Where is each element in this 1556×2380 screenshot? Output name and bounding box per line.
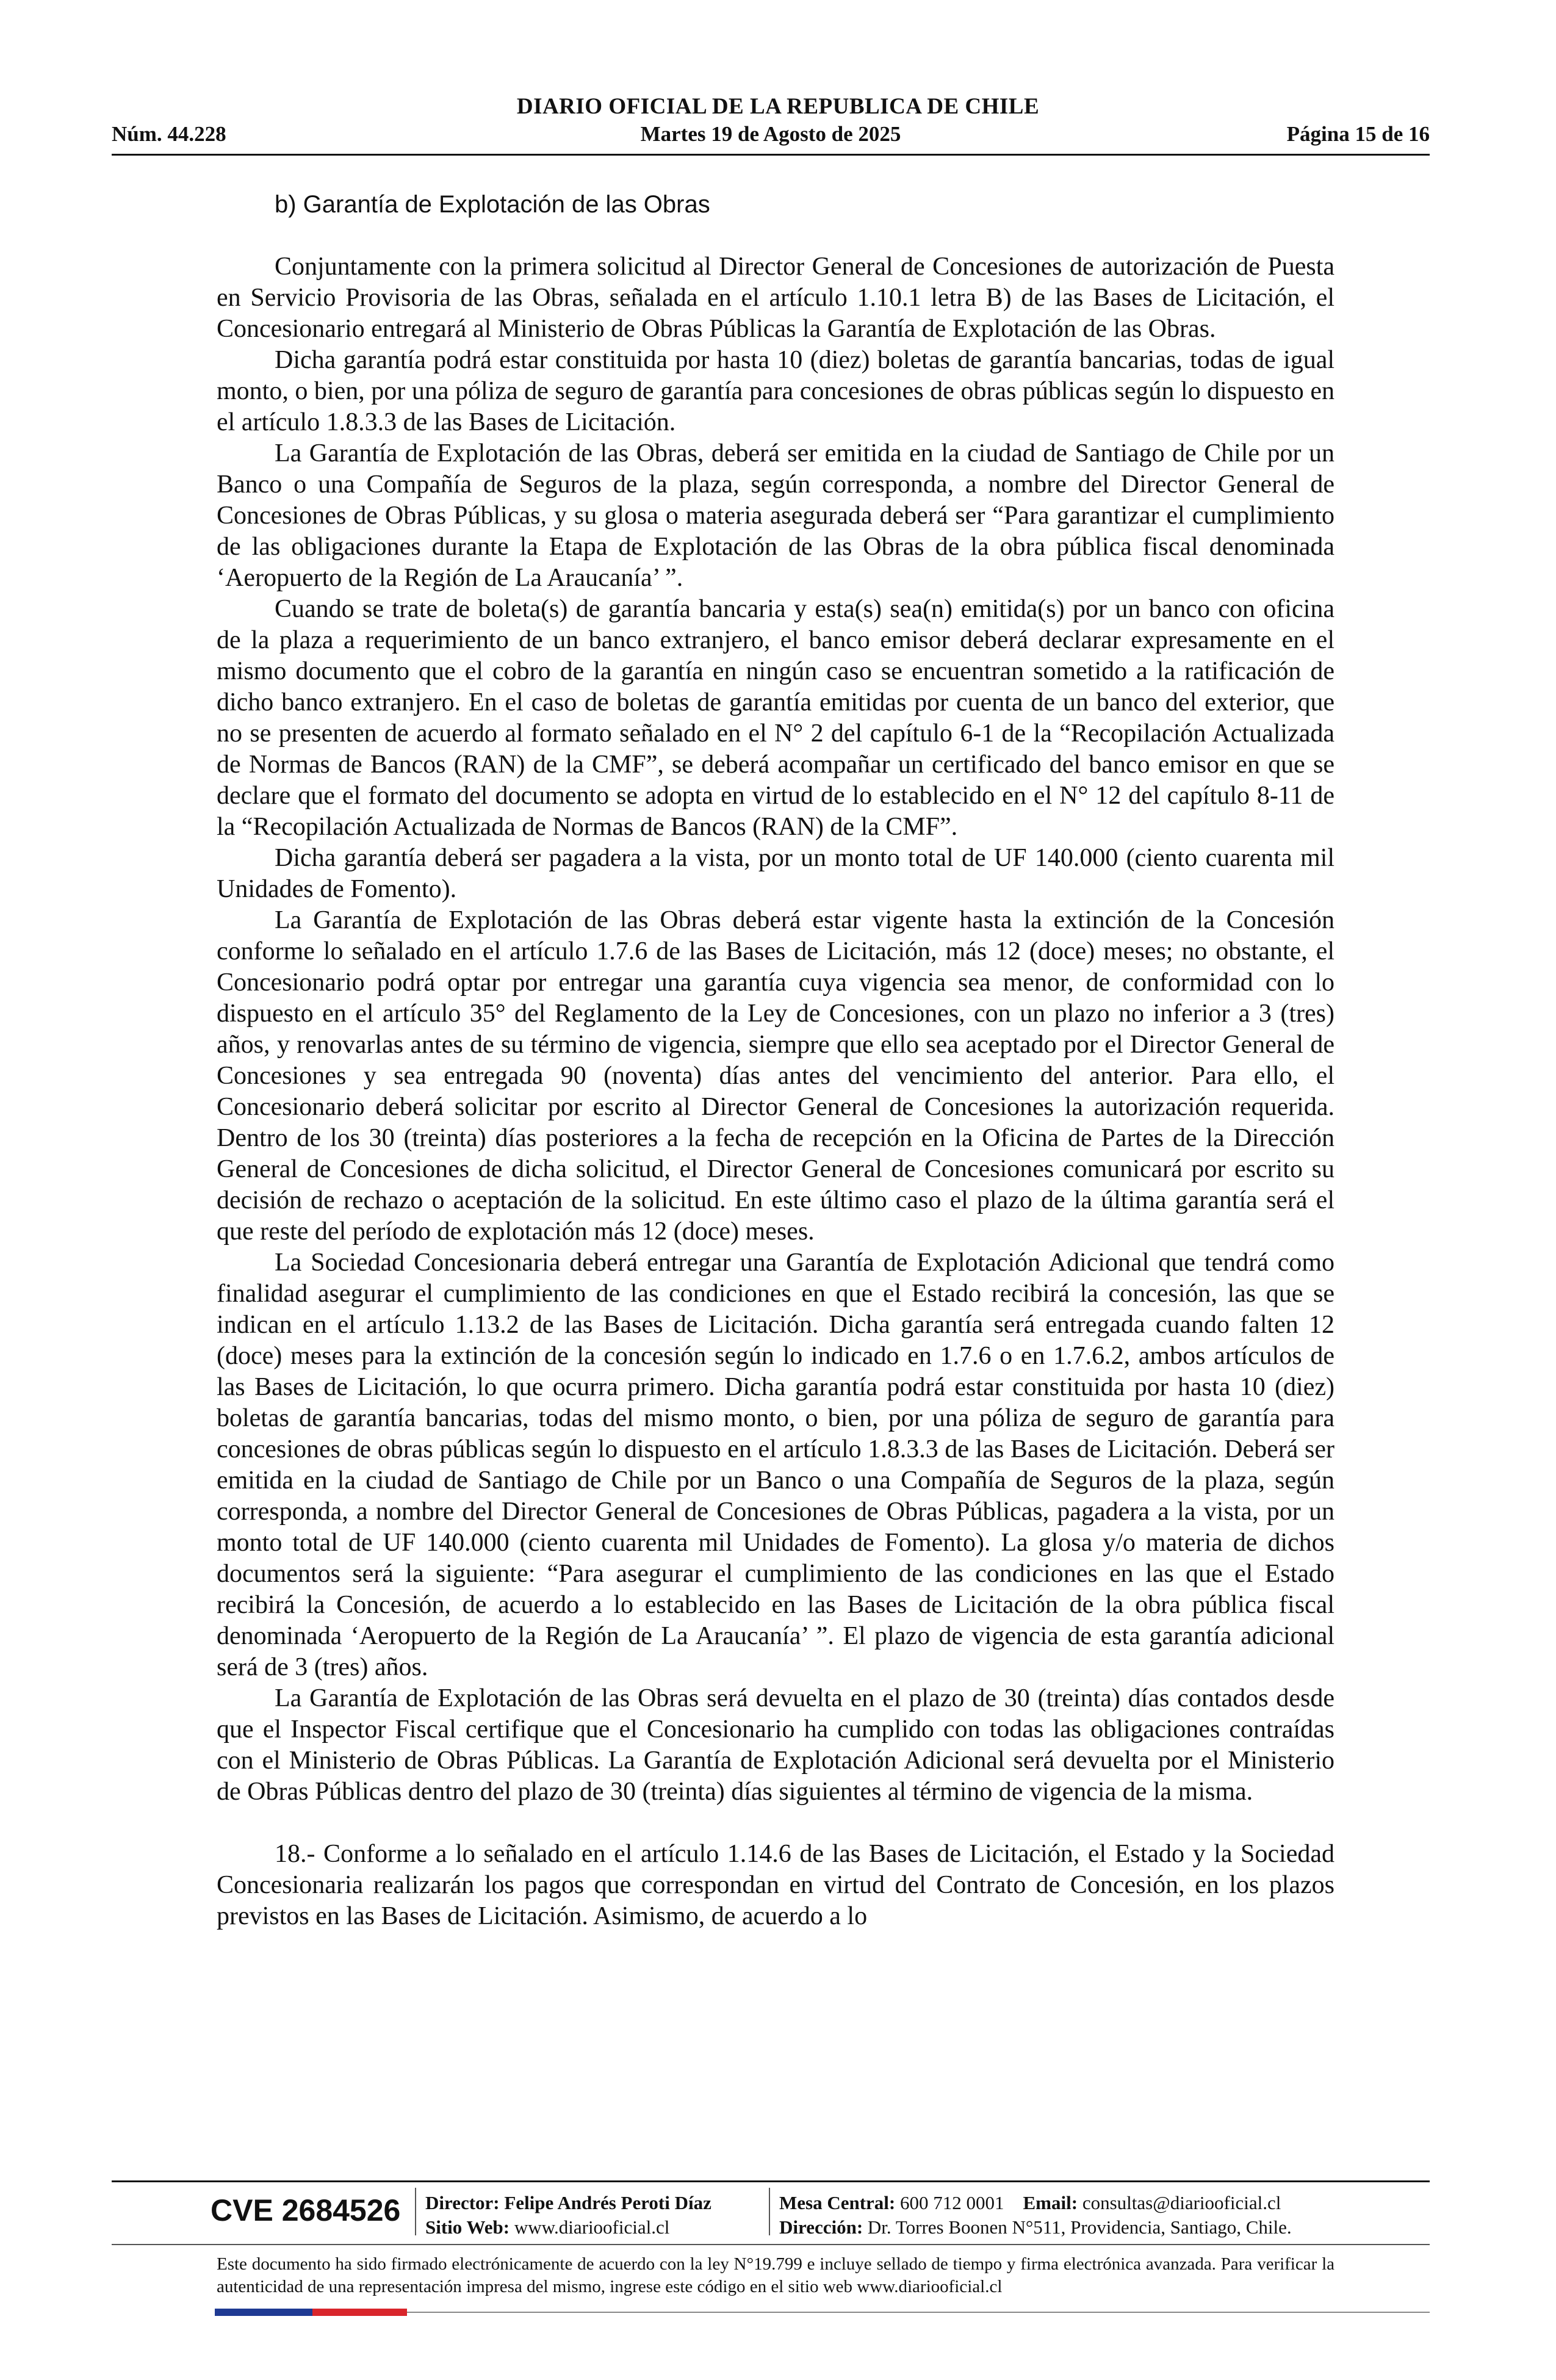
page-number: Página 15 de 16 <box>1286 122 1430 146</box>
director-name: Felipe Andrés Peroti Díaz <box>504 2192 711 2213</box>
paragraph: Dicha garantía deberá ser pagadera a la vista, por un monto total de UF 140.000 (ciento cuarenta mil Unidades de Fomento). <box>217 844 1334 903</box>
legal-notice: Este documento ha sido firmado electrónicamente de acuerdo con la ley N°19.799 e incluye sellado de tiempo y firma electrónica avanzada. Para verificar la autenticidad de una representación impresa del mismo, ingrese este código en el sitio web www.diariooficial.cl <box>217 2254 1334 2296</box>
paragraph: La Sociedad Concesionaria deberá entregar una Garantía de Explotación Adicional que tendrá como finalidad asegurar el cumplimiento de las condiciones en que el Estado recibirá la concesión, las que se indican en el artículo 1.13.2 de las Bases de Licitación. Dicha garantía será entregada cuando falten 12 (doce) meses para la extinción de la concesión según lo indicado en 1.7.6 o en 1.7.6.2, ambos artículos de las Bases de Licitación, lo que ocurra primero. Dicha garantía podrá estar constituida por hasta 10 (diez) boletas de garantía bancarias, todas del mismo monto, o bien, por una póliza de seguro de garantía para concesiones de obras públicas según lo dispuesto en el artículo 1.8.3.3 de las Bases de Licitación. Deberá ser emitida en la ciudad de Santiago de Chile por un Banco o una Compañía de Seguros de la plaza, según corresponda, a nombre del Director General de Concesiones de Obras Públicas, pagadera a la vista, por un monto total de UF 140.000 (ciento cuarenta mil Unidades de Fomento). La glosa y/o materia de dichos documentos será la siguiente: “Para asegurar el cumplimiento de las condiciones en las que el Estado recibirá la Concesión, de acuerdo a lo establecido en las Bases de Licitación de la obra pública fiscal denominada ‘Aeropuerto de la Región de La Araucanía’ ”. El plazo de vigencia de esta garantía adicional será de 3 (tres) años. <box>217 1249 1334 1681</box>
footer-bottom-rule <box>407 2312 1430 2313</box>
address-value: Dr. Torres Boonen N°511, Providencia, Santiago, Chile. <box>867 2216 1292 2238</box>
footer-contact-block <box>779 2191 1292 2240</box>
footer-separator <box>769 2188 770 2235</box>
flag-stripe-red <box>312 2309 407 2316</box>
email-link[interactable]: consultas@diariooficial.cl <box>1082 2192 1281 2213</box>
website-label: Sitio Web: <box>425 2216 510 2238</box>
paragraph: La Garantía de Explotación de las Obras deberá estar vigente hasta la extinción de la Concesión conforme lo señalado en el artículo 1.7.6 de las Bases de Licitación, más 12 (doce) meses; no obstante, el Concesionario podrá optar por entregar una garantía cuya vigencia sea menor, de conformidad con lo dispuesto en el artículo 35° del Reglamento de la Ley de Concesiones, con un plazo no inferior a 3 (tres) años, y renovarlas antes de su término de vigencia, siempre que ello sea aceptado por el Director General de Concesiones y sea entregada 90 (noventa) días antes del vencimiento del anterior. Para ello, el Concesionario deberá solicitar por escrito al Director General de Concesiones la autorización requerida. Dentro de los 30 (treinta) días posteriores a la fecha de recepción en la Oficina de Partes de la Dirección General de Concesiones de dicha solicitud, el Director General de Concesiones comunicará por escrito su decisión de rechazo o aceptación de la solicitud. En este último caso el plazo de la última garantía será el que reste del período de explotación más 12 (doce) meses. <box>217 906 1334 1246</box>
document-body <box>217 189 1334 1932</box>
paragraph: Dicha garantía podrá estar constituida por hasta 10 (diez) boletas de garantía bancarias, todas de igual monto, o bien, por una póliza de seguro de garantía para concesiones de obras públicas según lo dispuesto en el artículo 1.8.3.3 de las Bases de Licitación. <box>217 346 1334 436</box>
footer-divider-mid <box>112 2244 1430 2245</box>
issue-number: Núm. 44.228 <box>112 122 226 146</box>
publication-title: DIARIO OFICIAL DE LA REPUBLICA DE CHILE <box>516 94 1040 119</box>
paragraph: 18.- Conforme a lo señalado en el artículo 1.14.6 de las Bases de Licitación, el Estado y la Sociedad Concesionaria realizarán los pagos que correspondan en virtud del Contrato de Concesión, en los plazos previstos en las Bases de Licitación. Asimismo, de acuerdo a lo <box>217 1840 1334 1930</box>
paragraph: Cuando se trate de boleta(s) de garantía bancaria y esta(s) sea(n) emitida(s) por un banco con oficina de la plaza a requerimiento de un banco extranjero, el banco emisor deberá declarar expresamente en el mismo documento que el cobro de la garantía en ningún caso se encuentran sometido a la ratificación de dicho banco extranjero. En el caso de boletas de garantía emitidas por cuenta de un banco del exterior, que no se presenten de acuerdo al formato señalado en el N° 2 del capítulo 6-1 de la “Recopilación Actualizada de Normas de Bancos (RAN) de la CMF”, se deberá acompañar un certificado del banco emisor en que se declare que el formato del documento se adopta en virtud de lo establecido en el N° 12 del capítulo 8-11 de la “Recopilación Actualizada de Normas de Bancos (RAN) de la CMF”. <box>217 595 1334 841</box>
paragraph: La Garantía de Explotación de las Obras será devuelta en el plazo de 30 (treinta) días contados desde que el Inspector Fiscal certifique que el Concesionario ha cumplido con todas las obligaciones contraídas con el Ministerio de Obras Públicas. La Garantía de Explotación Adicional será devuelta por el Ministerio de Obras Públicas dentro del plazo de 30 (treinta) días siguientes al término de vigencia de la misma. <box>217 1684 1334 1806</box>
footer-separator <box>415 2188 416 2235</box>
mesa-phone: 600 712 0001 <box>900 2192 1004 2213</box>
cve-code: CVE 2684526 <box>211 2193 401 2227</box>
header-divider <box>112 154 1430 156</box>
paragraph: Conjuntamente con la primera solicitud al Director General de Concesiones de autorización de Puesta en Servicio Provisoria de las Obras, señalada en el artículo 1.10.1 letra B) de las Bases de Licitación, el Concesionario entregará al Ministerio de Obras Públicas la Garantía de Explotación de las Obras. <box>217 253 1334 343</box>
email-label: Email: <box>1023 2192 1078 2213</box>
section-heading: b) Garantía de Explotación de las Obras <box>275 191 710 218</box>
footer-director-block <box>425 2191 711 2240</box>
director-label: Director: <box>425 2192 500 2213</box>
issue-date: Martes 19 de Agosto de 2025 <box>640 122 901 146</box>
header-row <box>112 122 1430 151</box>
flag-stripe-blue <box>215 2309 312 2316</box>
address-label: Dirección: <box>779 2216 863 2238</box>
paragraph: La Garantía de Explotación de las Obras, deberá ser emitida en la ciudad de Santiago de Chile por un Banco o una Compañía de Seguros de la plaza, según corresponda, a nombre del Director General de Concesiones de Obras Públicas, y su glosa o materia asegurada deberá ser “Para garantizar el cumplimiento de las obligaciones durante la Etapa de Explotación de las Obras de la obra pública fiscal denominada ‘Aeropuerto de la Región de La Araucanía’ ”. <box>217 439 1334 592</box>
mesa-label: Mesa Central: <box>779 2192 896 2213</box>
website-link[interactable]: www.diariooficial.cl <box>514 2216 670 2238</box>
footer-divider-top <box>112 2180 1430 2182</box>
